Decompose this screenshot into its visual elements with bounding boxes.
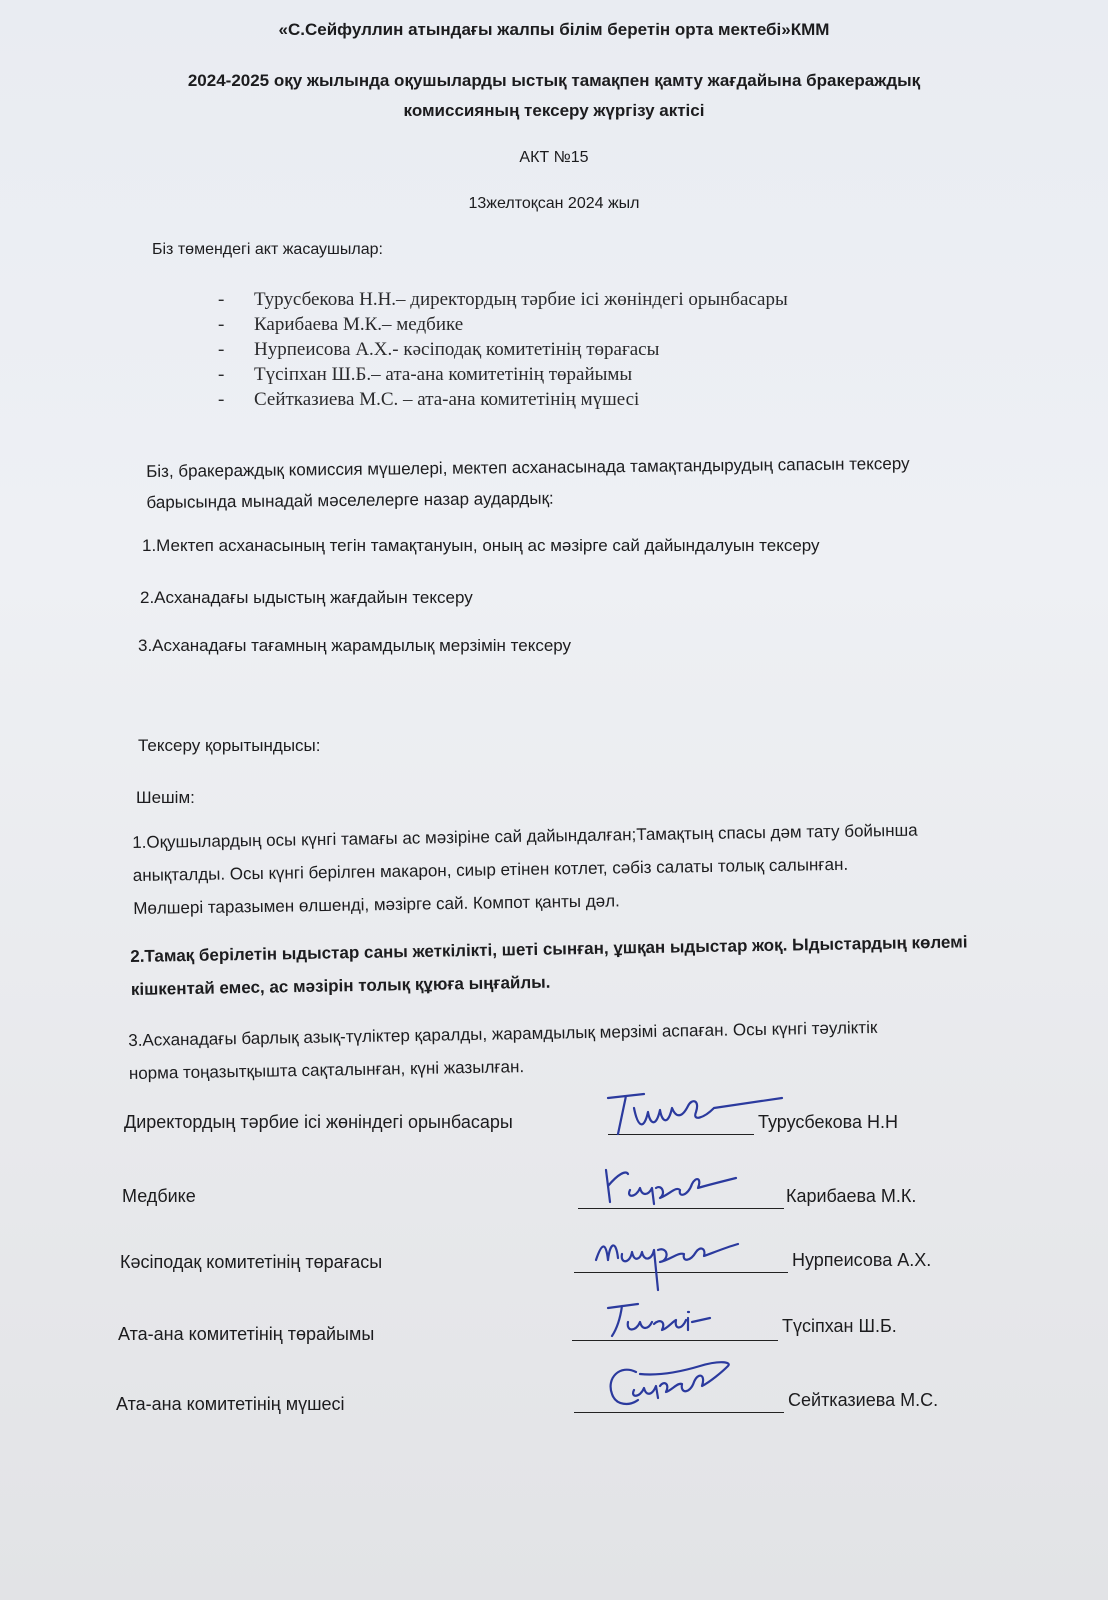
title-line-1: 2024-2025 оқу жылында оқушыларды ыстық тамақпен қамту жағдайына бракераждық [187, 71, 921, 90]
member-bullet: - [218, 314, 225, 335]
signature-mark [600, 1164, 740, 1214]
signature-mark [600, 1354, 740, 1416]
act-number: АКТ №15 [519, 149, 589, 166]
signature-mark [604, 1088, 784, 1144]
member-item [218, 387, 788, 412]
decision-item [132, 814, 919, 925]
signature-name: Сейтказиева М.С. [788, 1390, 939, 1410]
signature-role: Медбике [122, 1186, 196, 1206]
body-line-2: барысында мынадай мәселелерге назар аудардық: [146, 488, 554, 512]
title-line-2: комиссияның тексеру жүргізу актісі [403, 101, 705, 120]
member-text: Сейтказиева М.С. – ата-ана комитетінің мүшесі [254, 389, 640, 410]
school-name: «С.Сейфуллин атындағы жалпы білім беретін орта мектебі»КММ [278, 20, 830, 39]
signature-name: Түсіпхан Ш.Б. [782, 1316, 897, 1336]
decision-item [130, 925, 968, 1006]
signature-row [0, 1236, 1108, 1276]
signature-role: Директордың тәрбие ісі жөніндегі орынбасары [124, 1112, 513, 1132]
decision-label: Шешім: [136, 788, 195, 807]
decision-line: кішкентай емес, ас мәзірін толық құюға ыңғайлы. [130, 972, 551, 999]
member-item [218, 312, 788, 337]
body-line-1: Біз, бракераждық комиссия мүшелері, мектеп асханасынада тамақтандырудың сапасын тексеру [146, 454, 910, 481]
member-bullet: - [218, 364, 225, 385]
member-bullet: - [218, 289, 225, 310]
members-list [218, 287, 788, 412]
signature-name: Турусбекова Н.Н [758, 1112, 898, 1132]
task-item: 3.Асханадағы тағамның жарамдылық мерзімін тексеру [138, 636, 572, 655]
member-item [218, 337, 788, 362]
signature-role: Ата-ана комитетінің төрайымы [118, 1324, 375, 1344]
task-item: 1.Мектеп асханасының тегін тамақтануын, оның ас мәзірге сай дайындалуын тексеру [142, 536, 820, 555]
body-paragraph [146, 448, 910, 518]
act-date: 13желтоқсан 2024 жыл [468, 195, 640, 212]
decision-line: норма тоңазытқышта сақталынған, күні жазылған. [128, 1057, 525, 1083]
task-item: 2.Асханадағы ыдыстың жағдайын тексеру [140, 588, 473, 607]
signature-name: Карибаева М.К. [786, 1186, 917, 1206]
member-item [218, 287, 788, 312]
member-text: Нурпеисова А.Х.- кәсіподақ комитетінің төрағасы [254, 339, 660, 360]
member-text: Түсіпхан Ш.Б.– ата-ана комитетінің төрайымы [254, 364, 633, 385]
signature-mark [592, 1230, 742, 1294]
decision-line: 1.Оқушылардың осы күнгі тамағы ас мәзіріне сай дайындалған;Тамақтың спасы дәм тату бойынша [132, 820, 918, 852]
decision-line: анықталды. Осы күнгі берілген макарон, сиыр етінен котлет, сәбіз салаты толық салынған. [132, 854, 849, 885]
member-item [218, 362, 788, 387]
signature-mark [604, 1300, 714, 1344]
signature-row [0, 1306, 1108, 1346]
document-title [0, 66, 1108, 126]
decision-line: 2.Тамақ берілетін ыдыстар саны жеткілікті, шеті сынған, ұшқан ыдыстар жоқ. Ыдыстардың көлемі [130, 932, 968, 966]
member-text: Турусбекова Н.Н.– директордың тәрбие ісі жөніндегі орынбасары [254, 289, 788, 310]
signature-row [0, 1100, 1108, 1140]
member-text: Карибаева М.К.– медбике [254, 314, 464, 335]
member-bullet: - [218, 389, 225, 410]
signature-row [0, 1172, 1108, 1212]
result-label: Тексеру қорытындысы: [138, 736, 321, 755]
decision-line: 3.Асханадағы барлық азық-түліктер қаралды, жарамдылық мерзімі аспаған. Осы күнгі тәуліктік [128, 1017, 878, 1050]
decision-line: Мөлшері таразымен өлшенді, мәзірге сай. Компот қанты дәл. [133, 891, 620, 918]
decision-item [128, 1011, 878, 1090]
intro-text: Біз төмендегі акт жасаушылар: [152, 241, 383, 258]
signature-row [0, 1376, 1108, 1416]
member-bullet: - [218, 339, 225, 360]
signature-role: Кәсіподақ комитетінің төрағасы [120, 1252, 383, 1272]
signature-name: Нурпеисова А.Х. [792, 1250, 932, 1270]
signature-role: Ата-ана комитетінің мүшесі [116, 1394, 345, 1414]
